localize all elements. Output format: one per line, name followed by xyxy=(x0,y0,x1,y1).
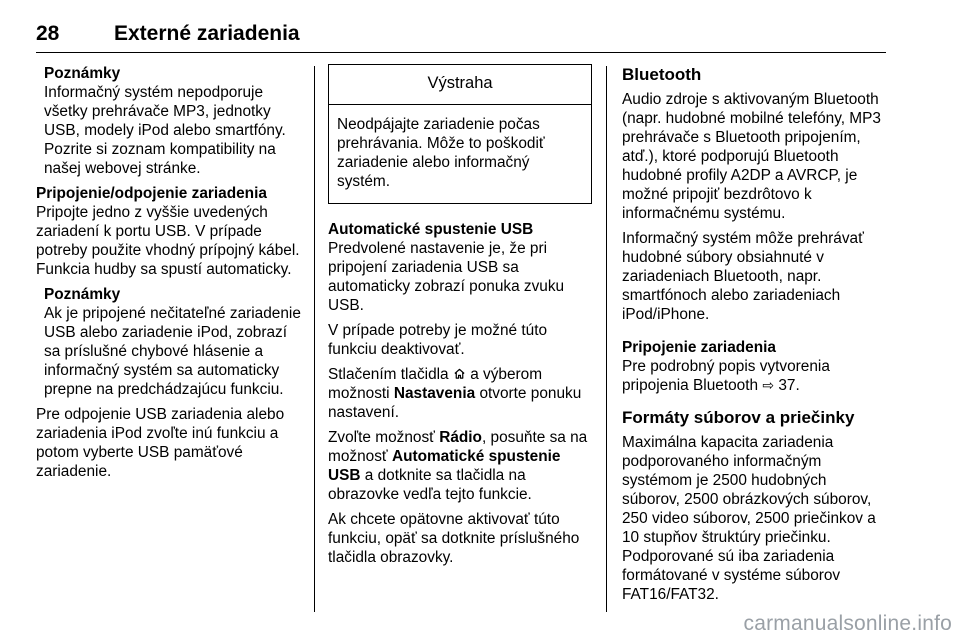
select-option-paragraph xyxy=(328,428,592,504)
warning-text: Neodpájajte zariadenie počas prehrávania. Môže to poškodiť zariadenie alebo informačný systém. xyxy=(337,116,545,190)
page-header xyxy=(36,22,886,53)
press-prefix: Stlačením tlačidla xyxy=(328,366,449,383)
connect-device-paragraph xyxy=(622,357,888,395)
warning-box xyxy=(328,64,592,204)
bluetooth-devices-paragraph: Informačný systém môže prehrávať hudobné súbory obsiahnuté v zariadeniach Bluetooth, napr. smartfónoch alebo zariadeniach iPod/iPhone. xyxy=(622,230,864,323)
autostart-heading: Automatické spustenie USB xyxy=(328,221,534,238)
note-unreadable xyxy=(36,285,304,399)
note-title: Poznámky xyxy=(44,286,121,303)
disconnect-paragraph: Pre odpojenie USB zariadenia alebo zariadenia iPod zvoľte inú funkciu a potom vyberte USB pamäťové zariadenie. xyxy=(36,406,285,480)
reactivate-paragraph: Ak chcete opätovne aktivovať túto funkciu, opäť sa dotknite príslušného tlačidla obrazovky. xyxy=(328,511,580,566)
note-title: Poznámky xyxy=(44,65,121,82)
chapter-title: Externé zariadenia xyxy=(114,22,300,45)
connect-paragraph: Pripojte jedno z vyššie uvedených zariadení k portu USB. V prípade potreby použite vhodný prípojný kábel. Funkcia hudby sa spustí automaticky. xyxy=(36,204,300,278)
warning-title: Výstraha xyxy=(329,65,591,105)
column-left xyxy=(36,64,304,487)
formats-paragraph: Maximálna kapacita zariadenia podporovaného informačným systémom je 2500 hudobných súborov, 2500 obrázkových súborov, 250 video súborov, 2500 priečinkov a 10 stupňov štruktúry priečinku. Podporované sú iba zariadenia formátované v systéme súborov FAT16/FAT32. xyxy=(622,434,876,603)
formats-heading: Formáty súborov a priečinky xyxy=(622,408,855,427)
home-icon xyxy=(453,367,466,380)
column-right xyxy=(622,64,888,610)
note-compatibility xyxy=(36,64,304,178)
connect-heading: Pripojenie/odpojenie zariadenia xyxy=(36,185,267,202)
autostart-paragraph: Predvolené nastavenie je, že pri pripojení zariadenia USB sa automaticky zobrazí ponuka zvuku USB. xyxy=(328,240,565,314)
connect-device-text: Pre podrobný popis vytvorenia pripojenia Bluetooth xyxy=(622,358,830,394)
radio-label: Rádio xyxy=(439,429,482,446)
connect-device-ref: 37. xyxy=(778,377,800,394)
press-suffix: otvorte ponuku nastavení. xyxy=(328,385,582,421)
note-text: Ak je pripojené nečitateľné zariadenie USB alebo zariadenie iPod, zobrazí sa príslušné chybové hlásenie a informačný systém sa automaticky prepne na predchádzajúcu funkciu. xyxy=(44,305,301,398)
settings-label: Nastavenia xyxy=(393,385,476,402)
column-divider-1 xyxy=(314,66,315,612)
page-reference-arrow-icon: ⇨ xyxy=(762,377,775,393)
press-mid: a výberom možnosti xyxy=(328,366,543,402)
select-prefix: Zvoľte možnosť xyxy=(328,429,435,446)
select-suffix: a dotknite sa tlačidla na obrazovke vedľa tejto funkcie. xyxy=(328,467,532,503)
note-text: Informačný systém nepodporuje všetky prehrávače MP3, jednotky USB, modely iPod alebo smartfóny. Pozrite si zoznam kompatibility na našej webovej stránke. xyxy=(44,84,286,177)
bluetooth-heading: Bluetooth xyxy=(622,65,702,84)
page-number: 28 xyxy=(36,22,60,45)
watermark: carmanualsonline.info xyxy=(743,612,952,635)
deactivate-paragraph: V prípade potreby je možné túto funkciu deaktivovať. xyxy=(328,322,548,358)
column-middle xyxy=(328,64,592,573)
select-mid: , posuňte sa na možnosť xyxy=(328,429,588,465)
connect-device-heading: Pripojenie zariadenia xyxy=(622,339,776,356)
bluetooth-paragraph: Audio zdroje s aktivovaným Bluetooth (napr. hudobné mobilné telefóny, MP3 prehrávače s Bluetooth pripojením, atď.), ktoré podporujú Bluetooth hudobné profily A2DP a AVRCP, je možné pripojiť bezdrôtovo k informačnému systému. xyxy=(622,91,881,222)
press-button-paragraph xyxy=(328,365,592,422)
column-divider-2 xyxy=(606,66,607,612)
autostart-usb-label: Automatické spustenie USB xyxy=(328,448,561,484)
